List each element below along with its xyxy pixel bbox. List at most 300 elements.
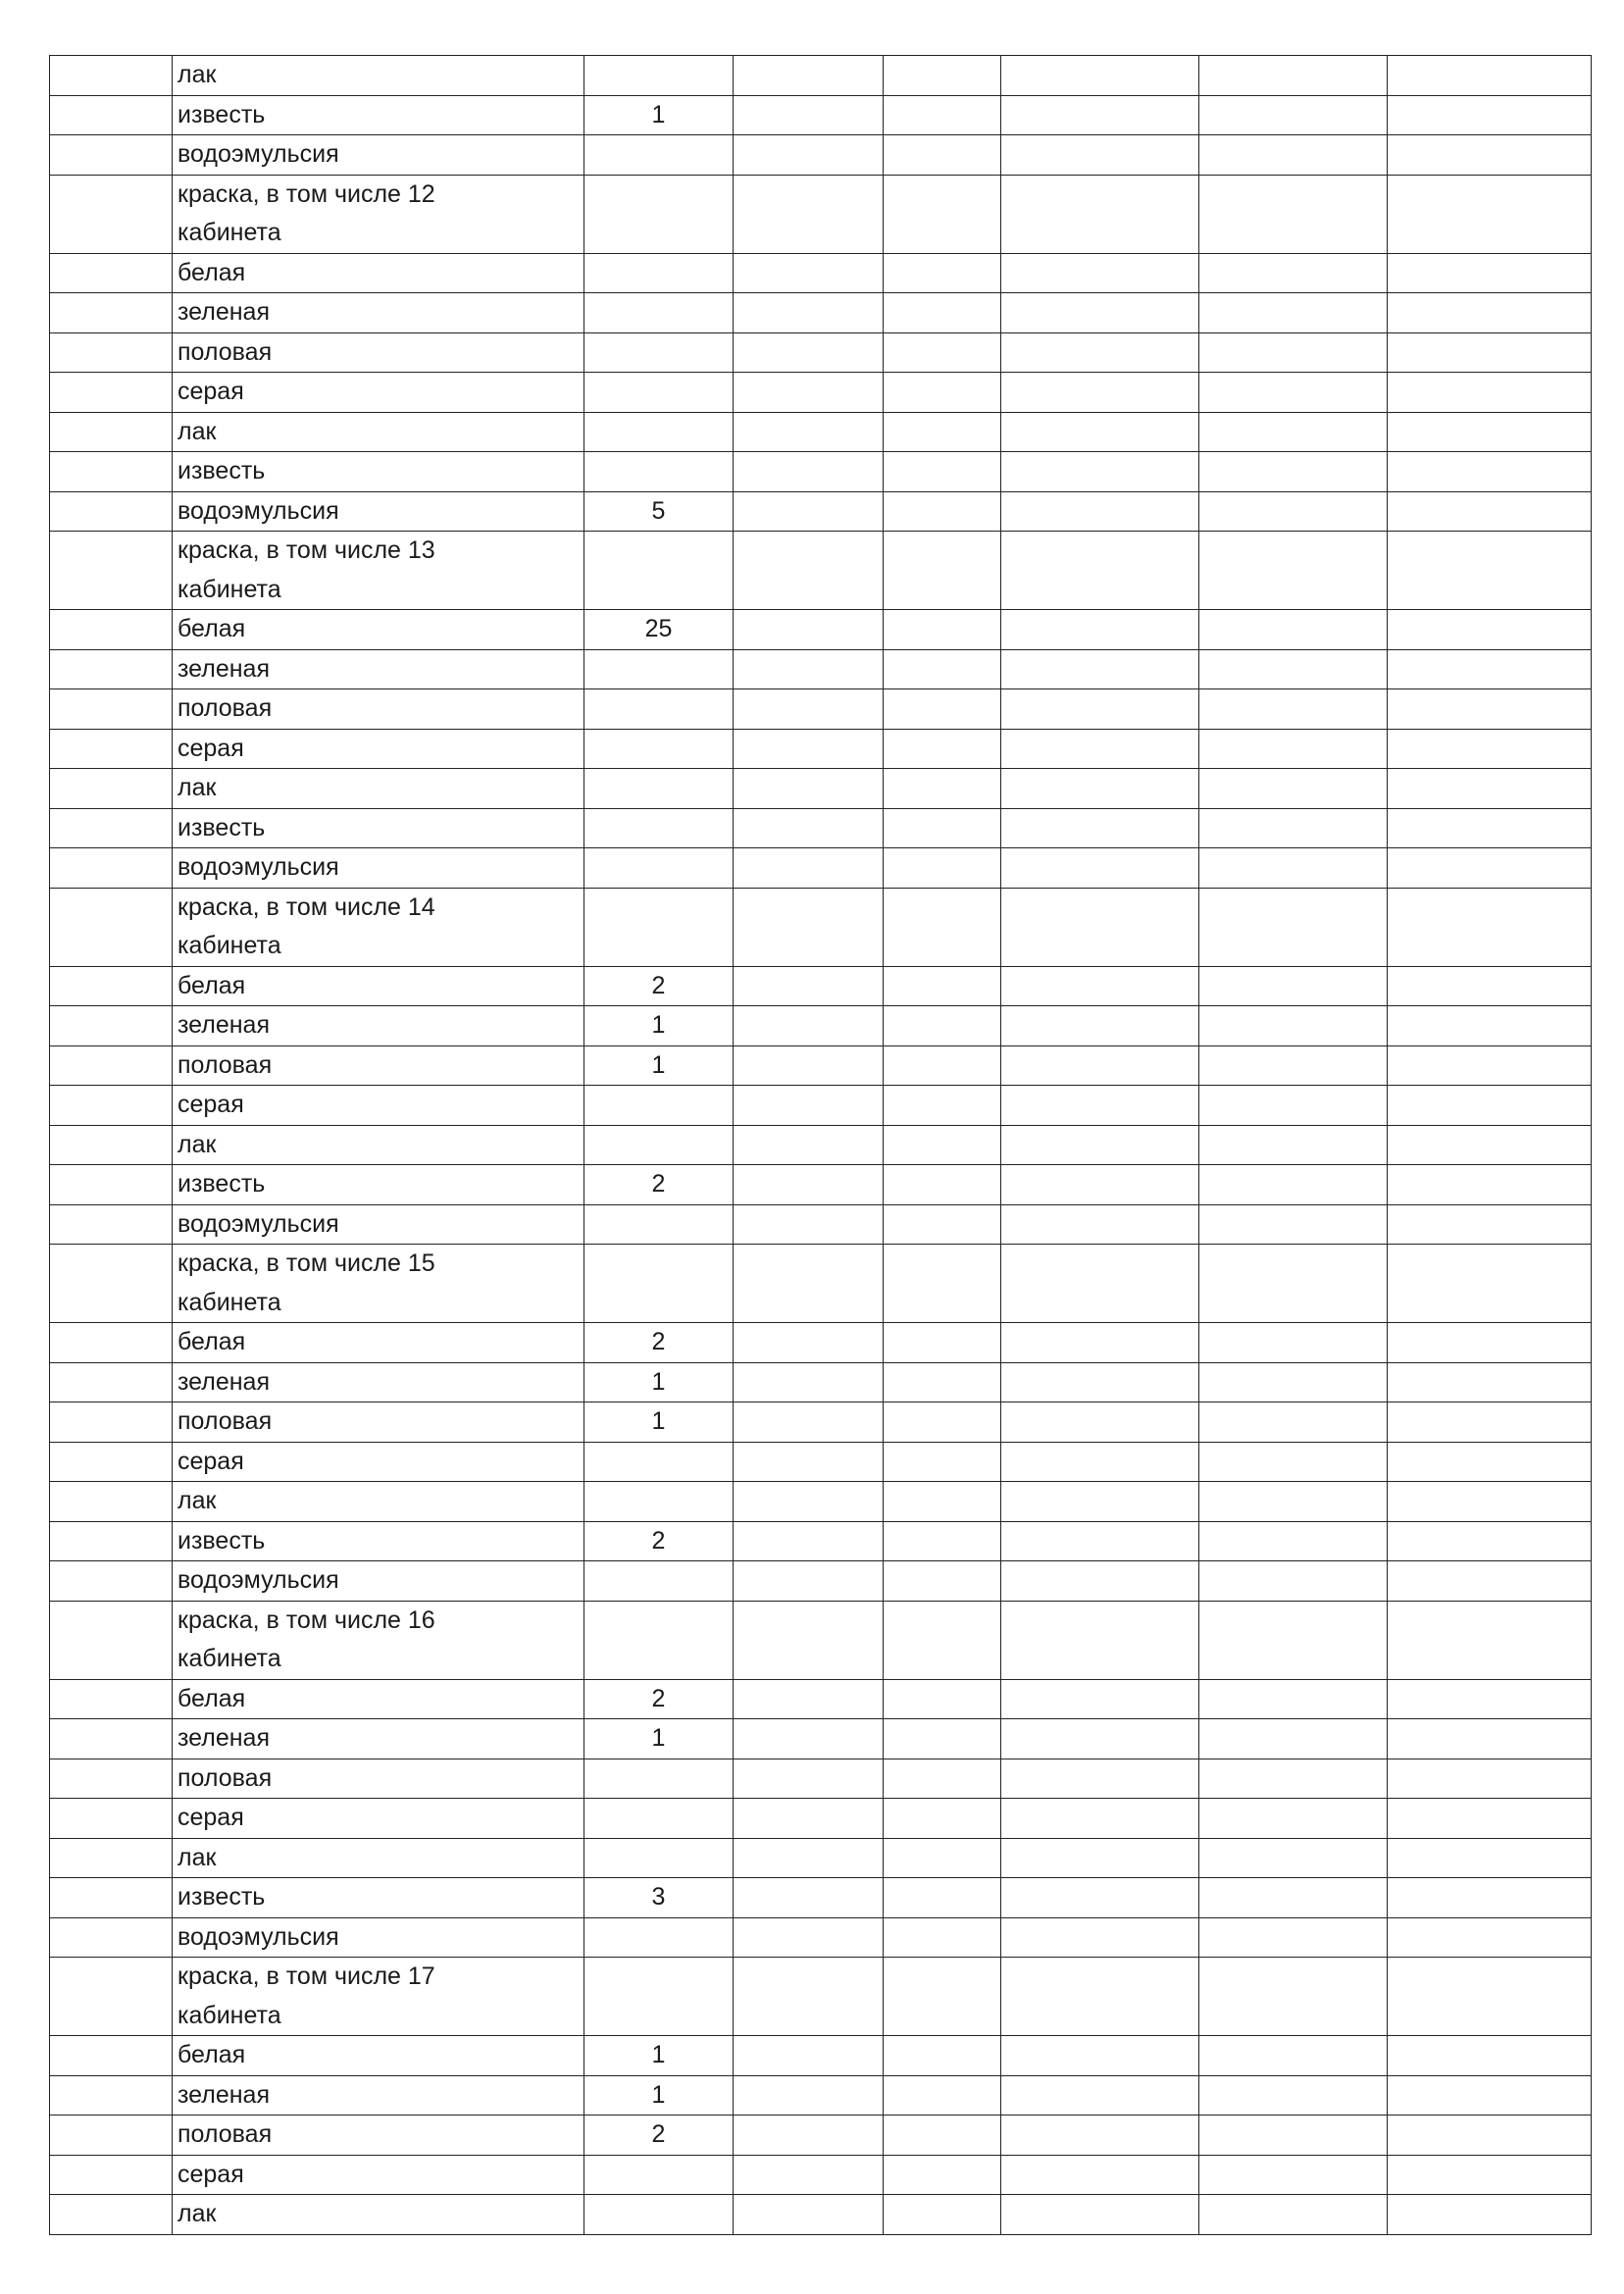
material-name: лак — [178, 2200, 217, 2227]
table-row — [50, 332, 1592, 373]
material-name: половая — [178, 1050, 273, 1079]
empty-cell — [1001, 1521, 1199, 1561]
empty-cell — [1388, 412, 1592, 452]
table-row — [50, 1165, 1592, 1205]
quantity-cell: 1 — [584, 1719, 734, 1759]
row-number-cell — [50, 1878, 173, 1918]
material-name: известь — [178, 1526, 266, 1555]
material-name: краска, в том числе 12 кабинета — [178, 179, 435, 246]
material-name: водоэмульсия — [178, 496, 339, 525]
empty-cell — [734, 689, 884, 730]
table-row — [50, 1204, 1592, 1245]
quantity-cell: 5 — [584, 491, 734, 532]
material-name-cell — [173, 689, 584, 730]
material-name: водоэмульсия — [178, 853, 339, 881]
empty-cell — [884, 412, 1001, 452]
quantity-cell — [584, 135, 734, 176]
empty-cell — [1001, 2155, 1199, 2195]
empty-cell — [1199, 1323, 1388, 1363]
empty-cell — [1001, 1917, 1199, 1958]
material-name: известь — [178, 100, 266, 128]
material-name-cell — [173, 175, 584, 253]
empty-cell — [1388, 293, 1592, 333]
empty-cell — [884, 491, 1001, 532]
empty-cell — [884, 2155, 1001, 2195]
row-number-cell — [50, 1679, 173, 1719]
table-row — [50, 1086, 1592, 1126]
empty-cell — [1199, 1838, 1388, 1878]
empty-cell — [734, 729, 884, 769]
empty-cell — [1388, 966, 1592, 1006]
row-number-cell — [50, 1521, 173, 1561]
empty-cell — [1001, 2116, 1199, 2156]
quantity-cell — [584, 1086, 734, 1126]
row-number-cell — [50, 1838, 173, 1878]
empty-cell — [1001, 253, 1199, 293]
row-number-cell — [50, 1204, 173, 1245]
material-name-cell — [173, 56, 584, 96]
row-number-cell — [50, 729, 173, 769]
empty-cell — [884, 532, 1001, 610]
empty-cell — [1388, 1442, 1592, 1482]
empty-cell — [884, 1482, 1001, 1522]
empty-cell — [734, 1482, 884, 1522]
table-row — [50, 491, 1592, 532]
empty-cell — [1001, 1204, 1199, 1245]
quantity-cell — [584, 293, 734, 333]
empty-cell — [1001, 2195, 1199, 2235]
empty-cell — [1388, 1165, 1592, 1205]
material-name: известь — [178, 1883, 266, 1911]
empty-cell — [1001, 1719, 1199, 1759]
empty-cell — [884, 689, 1001, 730]
empty-cell — [1199, 689, 1388, 730]
material-name-cell — [173, 1165, 584, 1205]
row-number-cell — [50, 2155, 173, 2195]
material-name-cell — [173, 253, 584, 293]
empty-cell — [1199, 332, 1388, 373]
row-number-cell — [50, 491, 173, 532]
material-name-cell — [173, 1601, 584, 1679]
material-name-cell — [173, 135, 584, 176]
row-number-cell — [50, 1402, 173, 1443]
quantity-cell — [584, 175, 734, 253]
material-name: лак — [178, 61, 217, 88]
empty-cell — [884, 1917, 1001, 1958]
material-name-cell — [173, 808, 584, 848]
material-name: зеленая — [178, 654, 270, 683]
material-name: краска, в том числе 15 кабинета — [178, 1249, 435, 1316]
quantity-cell: 2 — [584, 1165, 734, 1205]
empty-cell — [1388, 848, 1592, 889]
table-row — [50, 373, 1592, 413]
material-name: водоэмульсия — [178, 1922, 339, 1951]
material-name-cell — [173, 452, 584, 492]
quantity-cell — [584, 848, 734, 889]
material-name-cell — [173, 1958, 584, 2036]
material-name: зеленая — [178, 1724, 270, 1752]
material-name: водоэмульсия — [178, 1566, 339, 1594]
quantity-cell: 3 — [584, 1878, 734, 1918]
empty-cell — [734, 1045, 884, 1086]
material-name: краска, в том числе 17 кабинета — [178, 1963, 435, 2029]
empty-cell — [884, 1679, 1001, 1719]
material-name: известь — [178, 813, 266, 841]
material-name-cell — [173, 1245, 584, 1323]
row-number-cell — [50, 2075, 173, 2116]
row-number-cell — [50, 293, 173, 333]
material-name: серая — [178, 2160, 244, 2188]
table-row — [50, 1006, 1592, 1046]
table-row — [50, 1759, 1592, 1799]
quantity-cell: 1 — [584, 1045, 734, 1086]
empty-cell — [884, 1045, 1001, 1086]
quantity-cell: 2 — [584, 2116, 734, 2156]
empty-cell — [884, 1402, 1001, 1443]
empty-cell — [734, 966, 884, 1006]
empty-cell — [734, 1442, 884, 1482]
material-name-cell — [173, 888, 584, 966]
material-name: лак — [178, 1843, 217, 1871]
quantity-cell — [584, 1958, 734, 2036]
table-row — [50, 2075, 1592, 2116]
quantity-cell — [584, 253, 734, 293]
empty-cell — [1001, 2075, 1199, 2116]
row-number-cell — [50, 175, 173, 253]
empty-cell — [734, 1799, 884, 1839]
empty-cell — [1001, 452, 1199, 492]
empty-cell — [1199, 2195, 1388, 2235]
empty-cell — [1199, 1204, 1388, 1245]
empty-cell — [1001, 56, 1199, 96]
empty-cell — [734, 888, 884, 966]
empty-cell — [1199, 412, 1388, 452]
empty-cell — [884, 1878, 1001, 1918]
material-name-cell — [173, 769, 584, 809]
empty-cell — [1001, 1125, 1199, 1165]
material-name-cell — [173, 1362, 584, 1402]
material-name-cell — [173, 491, 584, 532]
empty-cell — [734, 1362, 884, 1402]
quantity-cell — [584, 1442, 734, 1482]
empty-cell — [734, 769, 884, 809]
empty-cell — [1199, 1917, 1388, 1958]
empty-cell — [1199, 848, 1388, 889]
row-number-cell — [50, 452, 173, 492]
empty-cell — [1199, 966, 1388, 1006]
empty-cell — [734, 452, 884, 492]
quantity-cell — [584, 412, 734, 452]
empty-cell — [734, 2116, 884, 2156]
empty-cell — [1001, 649, 1199, 689]
row-number-cell — [50, 1482, 173, 1522]
empty-cell — [1388, 1125, 1592, 1165]
empty-cell — [1388, 1245, 1592, 1323]
empty-cell — [1388, 1323, 1592, 1363]
empty-cell — [1199, 373, 1388, 413]
quantity-cell: 2 — [584, 1679, 734, 1719]
empty-cell — [1199, 452, 1388, 492]
material-name-cell — [173, 2155, 584, 2195]
empty-cell — [1001, 1958, 1199, 2036]
empty-cell — [1388, 253, 1592, 293]
material-name: лак — [178, 774, 217, 801]
quantity-cell: 25 — [584, 610, 734, 650]
material-name: лак — [178, 1487, 217, 1514]
quantity-cell — [584, 2155, 734, 2195]
empty-cell — [884, 293, 1001, 333]
empty-cell — [1001, 848, 1199, 889]
table-row — [50, 1245, 1592, 1323]
empty-cell — [884, 1799, 1001, 1839]
empty-cell — [734, 2075, 884, 2116]
empty-cell — [884, 1442, 1001, 1482]
empty-cell — [884, 1838, 1001, 1878]
table-row — [50, 2195, 1592, 2235]
empty-cell — [1199, 95, 1388, 135]
empty-cell — [884, 1601, 1001, 1679]
empty-cell — [884, 888, 1001, 966]
quantity-cell — [584, 1917, 734, 1958]
empty-cell — [1199, 2036, 1388, 2076]
empty-cell — [1388, 1561, 1592, 1602]
quantity-cell — [584, 769, 734, 809]
quantity-cell — [584, 56, 734, 96]
empty-cell — [884, 1323, 1001, 1363]
empty-cell — [1001, 293, 1199, 333]
quantity-cell — [584, 373, 734, 413]
quantity-cell — [584, 689, 734, 730]
table-row — [50, 1402, 1592, 1443]
row-number-cell — [50, 1917, 173, 1958]
empty-cell — [734, 1165, 884, 1205]
table-row — [50, 1362, 1592, 1402]
empty-cell — [734, 1759, 884, 1799]
empty-cell — [1001, 888, 1199, 966]
row-number-cell — [50, 1719, 173, 1759]
table-row — [50, 2155, 1592, 2195]
row-number-cell — [50, 1006, 173, 1046]
table-row — [50, 966, 1592, 1006]
empty-cell — [1388, 1362, 1592, 1402]
empty-cell — [1199, 1521, 1388, 1561]
material-name-cell — [173, 2036, 584, 2076]
row-number-cell — [50, 808, 173, 848]
table-row — [50, 1323, 1592, 1363]
table-row — [50, 253, 1592, 293]
empty-cell — [1388, 1958, 1592, 2036]
table-row — [50, 1521, 1592, 1561]
table-row — [50, 729, 1592, 769]
table-row — [50, 2116, 1592, 2156]
row-number-cell — [50, 56, 173, 96]
empty-cell — [1199, 1442, 1388, 1482]
empty-cell — [1001, 689, 1199, 730]
empty-cell — [884, 95, 1001, 135]
row-number-cell — [50, 1601, 173, 1679]
quantity-cell: 2 — [584, 1323, 734, 1363]
empty-cell — [1199, 253, 1388, 293]
quantity-cell: 1 — [584, 1402, 734, 1443]
empty-cell — [1199, 491, 1388, 532]
empty-cell — [734, 649, 884, 689]
row-number-cell — [50, 848, 173, 889]
empty-cell — [884, 2116, 1001, 2156]
material-name-cell — [173, 1086, 584, 1126]
empty-cell — [1199, 135, 1388, 176]
empty-cell — [1388, 2116, 1592, 2156]
quantity-cell: 2 — [584, 966, 734, 1006]
table-row — [50, 293, 1592, 333]
empty-cell — [1199, 1561, 1388, 1602]
quantity-cell: 1 — [584, 1362, 734, 1402]
empty-cell — [1388, 56, 1592, 96]
material-name-cell — [173, 1719, 584, 1759]
material-name-cell — [173, 332, 584, 373]
material-name-cell — [173, 1799, 584, 1839]
empty-cell — [1199, 1362, 1388, 1402]
material-name-cell — [173, 1482, 584, 1522]
row-number-cell — [50, 1323, 173, 1363]
empty-cell — [1199, 1165, 1388, 1205]
quantity-cell — [584, 1799, 734, 1839]
empty-cell — [1001, 1323, 1199, 1363]
empty-cell — [884, 610, 1001, 650]
table-row — [50, 1917, 1592, 1958]
empty-cell — [1199, 1679, 1388, 1719]
empty-cell — [884, 1362, 1001, 1402]
empty-cell — [1199, 175, 1388, 253]
empty-cell — [884, 966, 1001, 1006]
material-name: краска, в том числе 16 кабинета — [178, 1606, 435, 1672]
table-row — [50, 1561, 1592, 1602]
empty-cell — [1001, 412, 1199, 452]
material-name: серая — [178, 378, 244, 405]
empty-cell — [734, 610, 884, 650]
table-row — [50, 1442, 1592, 1482]
empty-cell — [884, 2195, 1001, 2235]
empty-cell — [1388, 532, 1592, 610]
empty-cell — [1199, 1719, 1388, 1759]
quantity-cell — [584, 1204, 734, 1245]
empty-cell — [1388, 1402, 1592, 1443]
empty-cell — [1199, 1878, 1388, 1918]
row-number-cell — [50, 1125, 173, 1165]
empty-cell — [1001, 1878, 1199, 1918]
empty-cell — [1001, 1679, 1199, 1719]
empty-cell — [734, 95, 884, 135]
empty-cell — [1001, 1759, 1199, 1799]
empty-cell — [884, 175, 1001, 253]
row-number-cell — [50, 1362, 173, 1402]
empty-cell — [1001, 808, 1199, 848]
empty-cell — [1001, 1006, 1199, 1046]
empty-cell — [734, 175, 884, 253]
material-name: зеленая — [178, 1367, 270, 1396]
materials-table — [49, 55, 1592, 2235]
empty-cell — [1199, 1045, 1388, 1086]
empty-cell — [1388, 175, 1592, 253]
table-row — [50, 532, 1592, 610]
quantity-cell: 1 — [584, 95, 734, 135]
material-name-cell — [173, 1442, 584, 1482]
material-name-cell — [173, 412, 584, 452]
empty-cell — [1001, 95, 1199, 135]
quantity-cell — [584, 332, 734, 373]
empty-cell — [1388, 1006, 1592, 1046]
empty-cell — [734, 1679, 884, 1719]
material-name: зеленая — [178, 298, 270, 326]
empty-cell — [1001, 532, 1199, 610]
row-number-cell — [50, 532, 173, 610]
material-name-cell — [173, 610, 584, 650]
empty-cell — [1001, 1482, 1199, 1522]
empty-cell — [1001, 1245, 1199, 1323]
empty-cell — [1388, 888, 1592, 966]
empty-cell — [734, 1086, 884, 1126]
empty-cell — [734, 293, 884, 333]
quantity-cell — [584, 808, 734, 848]
empty-cell — [884, 848, 1001, 889]
material-name-cell — [173, 1125, 584, 1165]
empty-cell — [884, 769, 1001, 809]
material-name-cell — [173, 1878, 584, 1918]
row-number-cell — [50, 412, 173, 452]
empty-cell — [1001, 966, 1199, 1006]
material-name-cell — [173, 532, 584, 610]
quantity-cell — [584, 452, 734, 492]
empty-cell — [734, 1521, 884, 1561]
material-name-cell — [173, 2195, 584, 2235]
row-number-cell — [50, 888, 173, 966]
empty-cell — [1001, 1601, 1199, 1679]
empty-cell — [1199, 532, 1388, 610]
empty-cell — [884, 649, 1001, 689]
empty-cell — [1199, 1125, 1388, 1165]
table-row — [50, 1838, 1592, 1878]
quantity-cell — [584, 1759, 734, 1799]
material-name: зеленая — [178, 1011, 270, 1039]
empty-cell — [884, 1561, 1001, 1602]
row-number-cell — [50, 2116, 173, 2156]
material-name: серая — [178, 1447, 244, 1475]
empty-cell — [1199, 808, 1388, 848]
empty-cell — [1001, 175, 1199, 253]
empty-cell — [1199, 1799, 1388, 1839]
table-row — [50, 1719, 1592, 1759]
row-number-cell — [50, 689, 173, 730]
row-number-cell — [50, 1165, 173, 1205]
empty-cell — [734, 1204, 884, 1245]
material-name: краска, в том числе 13 кабинета — [178, 536, 435, 603]
empty-cell — [884, 56, 1001, 96]
row-number-cell — [50, 769, 173, 809]
empty-cell — [1001, 1838, 1199, 1878]
material-name-cell — [173, 1521, 584, 1561]
table-row — [50, 1045, 1592, 1086]
material-name: белая — [178, 971, 246, 999]
table-row — [50, 95, 1592, 135]
empty-cell — [1199, 1482, 1388, 1522]
empty-cell — [1388, 332, 1592, 373]
quantity-cell — [584, 2195, 734, 2235]
material-name-cell — [173, 1561, 584, 1602]
material-name-cell — [173, 1323, 584, 1363]
empty-cell — [884, 2075, 1001, 2116]
empty-cell — [734, 56, 884, 96]
quantity-cell — [584, 532, 734, 610]
material-name-cell — [173, 293, 584, 333]
